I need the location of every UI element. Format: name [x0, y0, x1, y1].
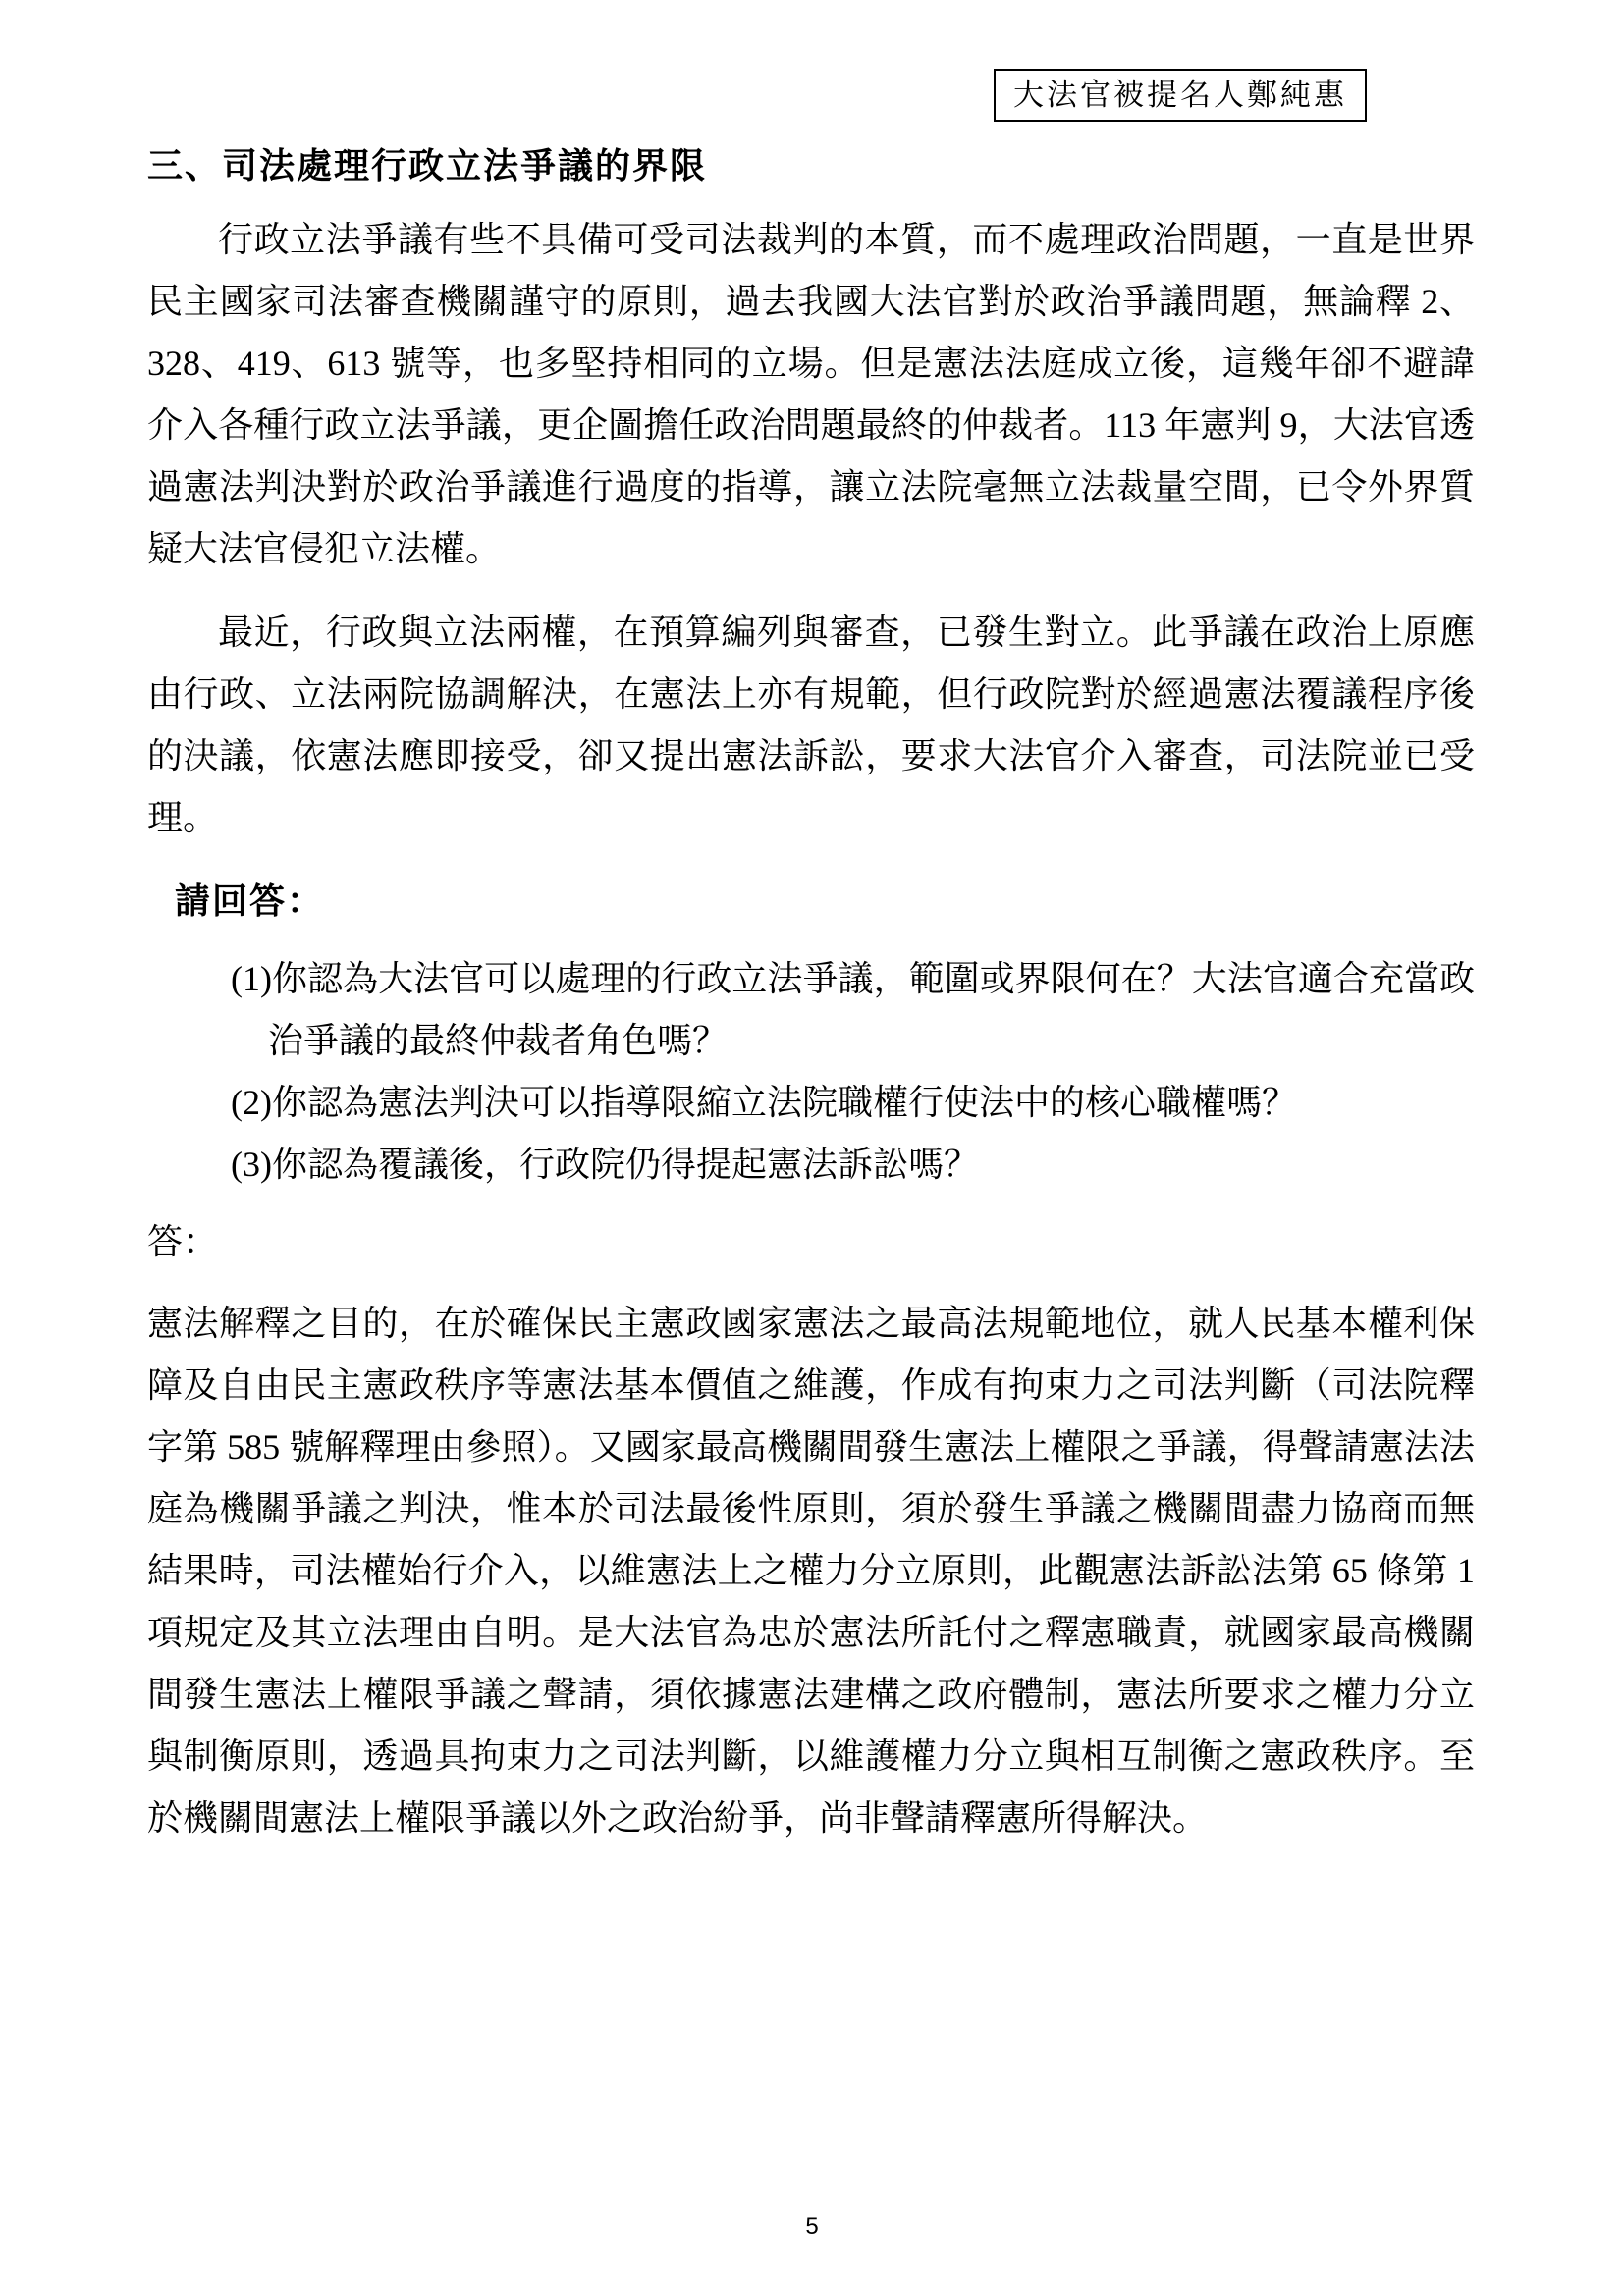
paragraph-1: 行政立法爭議有些不具備可受司法裁判的本質，而不處理政治問題，一直是世界民主國家司法審查機關謹守的原則，過去我國大法官對於政治爭議問題，無論釋 2、328、419、613 號等，也多堅持相同的立場。但是憲法法庭成立後，這幾年卻不避諱介入各種行政立法爭議，更企圖擔任政治問題最終的仲裁者。113 年憲判 9，大法官透過憲法判決對於政治爭議進行過度的指導，讓立法院毫無立法裁量空間，已令外界質疑大法官侵犯立法權。 — [147, 220, 1475, 568]
paragraph-2: 最近，行政與立法兩權，在預算編列與審查，已發生對立。此爭議在政治上原應由行政、立法兩院協調解決，在憲法上亦有規範，但行政院對於經過憲法覆議程序後的決議，依憲法應即接受，卻又提出憲法訴訟，要求大法官介入審查，司法院並已受理。 — [147, 613, 1475, 837]
answer-label: 答： — [147, 1222, 219, 1261]
question-2: (2)你認為憲法判決可以指導限縮立法院職權行使法中的核心職權嗎？ — [231, 1083, 1297, 1122]
section-heading: 三、司法處理行政立法爭議的界限 — [147, 146, 708, 186]
page-number: 5 — [805, 2214, 819, 2240]
question-1: (1)你認為大法官可以處理的行政立法爭議，範圍或界限何在？大法官適合充當政治爭議的最終仲裁者角色嗎？ — [231, 959, 1475, 1060]
nominee-header-text: 大法官被提名人鄭純惠 — [1013, 78, 1347, 112]
question-3: (3)你認為覆議後，行政院仍得提起憲法訴訟嗎？ — [231, 1145, 979, 1184]
document-body — [147, 135, 1475, 1849]
answer-prompt: 請回答： — [175, 881, 325, 921]
nominee-header-box — [994, 69, 1367, 122]
answer-paragraph: 憲法解釋之目的，在於確保民主憲政國家憲法之最高法規範地位，就人民基本權利保障及自由民主憲政秩序等憲法基本價值之維護，作成有拘束力之司法判斷（司法院釋字第 585 號解釋理由參照）。又國家最高機關間發生憲法上權限之爭議，得聲請憲法法庭為機關爭議之判決，惟本於司法最後性原則，須於發生爭議之機關間盡力協商而無結果時，司法權始行介入，以維憲法上之權力分立原則，此觀憲法訴訟法第 65 條第 1 項規定及其立法理由自明。是大法官為忠於憲法所託付之釋憲職責，就國家最高機關間發生憲法上權限爭議之聲請，須依據憲法建構之政府體制，憲法所要求之權力分立與制衡原則，透過具拘束力之司法判斷，以維護權力分立與相互制衡之憲政秩序。至於機關間憲法上權限爭議以外之政治紛爭，尚非聲請釋憲所得解決。 — [147, 1304, 1475, 1838]
question-list — [147, 948, 1475, 1196]
